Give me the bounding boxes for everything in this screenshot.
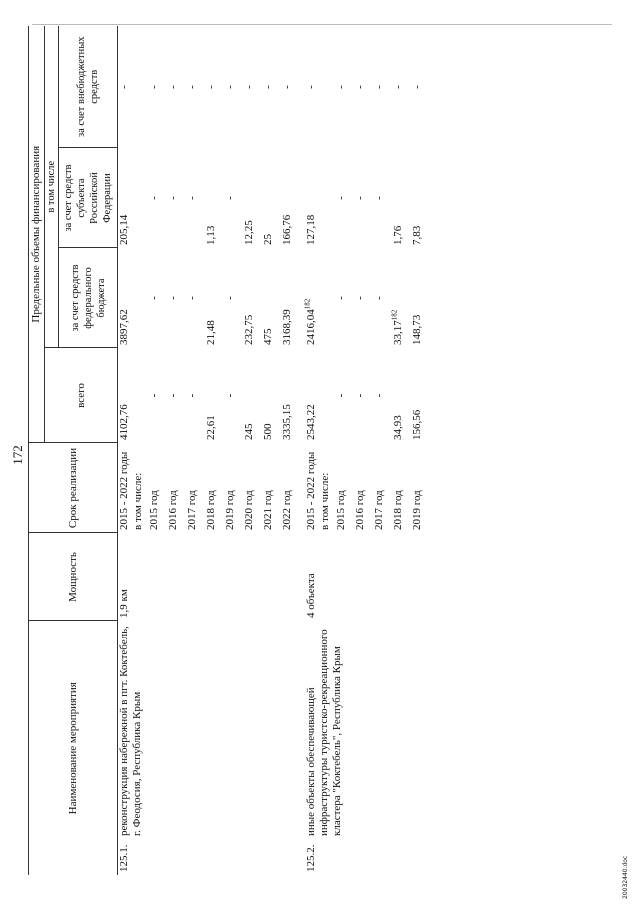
year-subject	[145, 148, 164, 248]
year-subject-text: -	[354, 196, 366, 200]
year-extra-text: -	[354, 85, 366, 89]
year-label	[351, 443, 370, 533]
year-label	[164, 443, 183, 533]
year-federal	[351, 248, 370, 348]
year-label	[240, 443, 259, 533]
empty-cell	[131, 26, 145, 148]
year-federal-text: 33,17	[392, 320, 404, 345]
year-label-text: 2018 год	[392, 490, 404, 530]
year-total	[389, 348, 408, 443]
item-subject	[305, 148, 318, 248]
year-extra	[221, 26, 240, 148]
year-federal	[164, 248, 183, 348]
year-federal	[370, 248, 389, 348]
year-total-text: -	[224, 393, 236, 398]
year-label-text: 2018 год	[205, 490, 217, 530]
item-period-text: 2015 - 2022 годы	[305, 451, 317, 530]
item-capacity-text: 4 объекта	[305, 573, 317, 618]
item-total-text: 2543,22	[305, 404, 317, 440]
year-federal-text: -	[335, 296, 347, 300]
year-subject	[389, 148, 408, 248]
year-extra	[183, 26, 202, 148]
year-total	[183, 348, 202, 443]
footnote-marker: 182	[390, 309, 399, 321]
year-total	[351, 348, 370, 443]
item-total	[118, 348, 132, 443]
year-total-text: 3335,15	[281, 404, 293, 440]
year-subject-text: -	[148, 196, 160, 200]
year-label	[259, 443, 278, 533]
year-subject-text: 7,83	[411, 225, 423, 245]
year-label-text: 2016 год	[167, 490, 179, 530]
year-federal	[389, 248, 408, 348]
empty-cell	[318, 148, 332, 248]
year-extra-text: -	[205, 85, 217, 89]
year-subject-text: 1,76	[392, 225, 404, 245]
year-extra	[408, 26, 427, 148]
year-label	[202, 443, 221, 533]
empty-cell	[318, 348, 332, 443]
year-total	[202, 348, 221, 443]
item-total	[305, 348, 318, 443]
year-federal	[408, 248, 427, 348]
year-label	[389, 443, 408, 533]
year-extra-text: -	[281, 85, 293, 89]
year-label	[408, 443, 427, 533]
header-period: Срок реализации	[29, 443, 118, 533]
year-total	[145, 348, 164, 443]
item-federal	[305, 248, 318, 348]
year-label	[183, 443, 202, 533]
item-name	[118, 621, 298, 839]
year-total	[221, 348, 240, 443]
year-total-text: 500	[262, 423, 274, 440]
header-federal: за счет средств федерального бюджета	[59, 248, 118, 348]
year-subject-text: -	[335, 196, 347, 200]
empty-cell	[131, 348, 145, 443]
year-subject-text: -	[186, 196, 198, 200]
year-total	[370, 348, 389, 443]
year-total-text: 34,93	[392, 415, 404, 440]
year-label-text: 2022 год	[281, 490, 293, 530]
year-federal-text: 475	[262, 328, 274, 345]
year-federal-text: -	[373, 296, 385, 300]
item-number	[118, 839, 298, 875]
empty-cell	[318, 248, 332, 348]
year-label-text: 2015 год	[335, 490, 347, 530]
year-federal-text: 148,73	[411, 314, 423, 345]
year-extra	[351, 26, 370, 148]
item-extrabudget	[118, 26, 132, 148]
year-extra-text: -	[373, 85, 385, 89]
year-total-text: 245	[243, 423, 255, 440]
item-subject	[118, 148, 132, 248]
item-name	[305, 621, 427, 839]
year-label	[332, 443, 351, 533]
year-subject-text: -	[373, 196, 385, 200]
year-extra-text: -	[262, 85, 274, 89]
year-extra-text: -	[224, 85, 236, 89]
year-federal-text: -	[167, 296, 179, 300]
footer-code: 20032440.doc	[622, 855, 629, 899]
year-federal	[145, 248, 164, 348]
year-subject	[278, 148, 297, 248]
empty-cell	[318, 26, 332, 148]
item-extrabudget-text: -	[118, 85, 130, 89]
item-federal-text: 2416,04	[305, 309, 317, 345]
year-total-text: -	[373, 393, 385, 398]
year-extra	[240, 26, 259, 148]
table-row	[305, 26, 318, 875]
year-subject-text: -	[167, 196, 179, 200]
year-subject	[332, 148, 351, 248]
year-label-text: 2015 год	[148, 490, 160, 530]
year-extra	[164, 26, 183, 148]
year-total-text: -	[167, 393, 179, 398]
year-total-text: -	[186, 393, 198, 398]
item-period-text: 2015 - 2022 годы	[118, 451, 130, 530]
year-federal	[221, 248, 240, 348]
item-number-text: 125.1.	[118, 844, 130, 872]
header-including: в том числе	[45, 26, 59, 348]
footnote-marker: 182	[303, 298, 312, 310]
year-federal	[240, 248, 259, 348]
header-limits: Предельные объемы финансирования	[29, 26, 45, 443]
year-total	[259, 348, 278, 443]
year-subject-text: 166,76	[281, 214, 293, 245]
item-capacity	[118, 533, 298, 621]
year-extra	[259, 26, 278, 148]
table-body	[118, 26, 428, 875]
year-federal	[183, 248, 202, 348]
item-name-text: иные объекты обеспечивающей инфраструктуры туристско-рекреационного кластера "Коктебель", Республика Крым	[305, 629, 343, 836]
year-extra-text: -	[392, 85, 404, 89]
year-extra-text: -	[243, 85, 255, 89]
year-extra	[370, 26, 389, 148]
year-extra-text: -	[411, 85, 423, 89]
page-edge-line	[32, 6, 612, 25]
year-extra-text: -	[335, 85, 347, 89]
item-number-text: 125.2.	[305, 844, 317, 872]
table-header	[29, 26, 118, 875]
item-federal	[118, 248, 132, 348]
year-extra	[389, 26, 408, 148]
empty-cell	[131, 248, 145, 348]
year-subject	[164, 148, 183, 248]
year-federal	[278, 248, 297, 348]
year-subject	[370, 148, 389, 248]
year-subject-text: 1,13	[205, 225, 217, 245]
year-total	[408, 348, 427, 443]
year-label-text: 2020 год	[243, 490, 255, 530]
year-label	[278, 443, 297, 533]
header-extrabudget: за счет внебюджетных средств	[59, 26, 118, 148]
item-number	[305, 839, 427, 875]
year-total-text: -	[335, 393, 347, 398]
year-label	[370, 443, 389, 533]
item-extrabudget	[305, 26, 318, 148]
year-label-text: 2017 год	[186, 490, 198, 530]
including-label	[131, 443, 145, 533]
item-capacity	[305, 533, 427, 621]
financing-table	[28, 26, 427, 875]
year-extra-text: -	[167, 85, 179, 89]
year-federal-text: -	[354, 296, 366, 300]
item-period	[118, 443, 132, 533]
year-extra	[145, 26, 164, 148]
year-subject	[221, 148, 240, 248]
empty-cell	[131, 148, 145, 248]
header-subject: за счет средств субъекта Российской Федерации	[59, 148, 118, 248]
header-name: Наименование мероприятия	[29, 621, 118, 875]
year-federal-text: 21,48	[205, 320, 217, 345]
page-number: 172	[10, 445, 25, 465]
item-federal-text: 3897,62	[118, 309, 130, 345]
year-extra	[278, 26, 297, 148]
year-subject	[240, 148, 259, 248]
item-total-text: 4102,76	[118, 404, 130, 440]
year-federal-text: -	[224, 296, 236, 300]
year-total-text: -	[354, 393, 366, 398]
year-subject	[259, 148, 278, 248]
year-label	[145, 443, 164, 533]
item-name-text: реконструкция набережной в пгт. Коктебель, г. Феодосия, Республика Крым	[118, 626, 143, 836]
including-label-text: в том числе:	[319, 472, 331, 530]
item-extrabudget-text: -	[305, 85, 317, 89]
year-federal	[259, 248, 278, 348]
table-row	[118, 26, 132, 875]
item-period	[305, 443, 318, 533]
year-total	[278, 348, 297, 443]
including-label	[318, 443, 332, 533]
year-federal-text: -	[186, 296, 198, 300]
item-capacity-text: 1,9 км	[118, 589, 130, 618]
header-total: всего	[45, 348, 118, 443]
year-subject	[183, 148, 202, 248]
year-label-text: 2017 год	[373, 490, 385, 530]
year-subject	[408, 148, 427, 248]
year-federal	[202, 248, 221, 348]
year-federal-text: 3168,39	[281, 309, 293, 345]
year-subject-text: -	[224, 196, 236, 200]
year-total-text: 22,61	[205, 415, 217, 440]
year-total	[240, 348, 259, 443]
header-capacity: Мощность	[29, 533, 118, 621]
item-subject-text: 127,18	[305, 214, 317, 245]
year-extra	[332, 26, 351, 148]
year-total-text: -	[148, 393, 160, 398]
year-subject	[202, 148, 221, 248]
year-label-text: 2021 год	[262, 490, 274, 530]
year-total	[164, 348, 183, 443]
year-subject-text: 25	[262, 234, 274, 245]
year-label	[221, 443, 240, 533]
year-federal-text: 232,75	[243, 314, 255, 345]
year-subject	[351, 148, 370, 248]
spacer-row	[297, 26, 305, 875]
year-label-text: 2016 год	[354, 490, 366, 530]
spacer-cell	[297, 26, 305, 875]
year-label-text: 2019 год	[224, 490, 236, 530]
item-subject-text: 205,14	[118, 214, 130, 245]
year-subject-text: 12,25	[243, 220, 255, 245]
year-extra-text: -	[148, 85, 160, 89]
year-federal	[332, 248, 351, 348]
year-total-text: 156,56	[411, 409, 423, 440]
year-federal-text: -	[148, 296, 160, 300]
year-extra-text: -	[186, 85, 198, 89]
year-total	[332, 348, 351, 443]
year-label-text: 2019 год	[411, 490, 423, 530]
including-label-text: в том числе:	[132, 472, 144, 530]
year-extra	[202, 26, 221, 148]
